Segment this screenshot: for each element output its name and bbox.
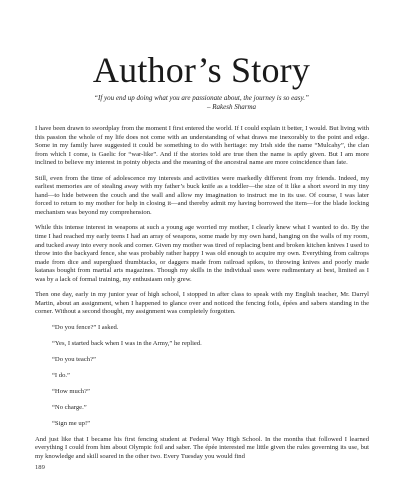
paragraph: And just like that I became his first fencing student at Federal Way High School. In the months that followed I learned everything I could from him about Olympic foil and saber. The épée interested me little given the rules governing its use, but my knowledge and skill soared in the other two. Every Tuesday you would find bbox=[35, 435, 369, 460]
epigraph-attribution: – Rakesh Sharma bbox=[207, 102, 256, 111]
epigraph-quote: “If you end up doing what you are passionate about, the journey is so easy.” bbox=[94, 94, 309, 102]
epigraph bbox=[60, 94, 343, 111]
paragraph: I have been drawn to swordplay from the moment I first entered the world. If I could explain it better, I would. But living with this passion the whole of my life does not come with an understanding of what draws me inexorably to the point and edge. Some in my family have suggested it could be something to do with heritage: my Irish side the name “Mulcahy”, the clan from which I come, is Gaelic for “war-like”. And if the stories told are true then the name is aptly given. But I am more inclined to believe my interest in pointy objects and the meaning of the ancestral name are more coincidence than fate. bbox=[35, 125, 369, 167]
paragraph: Still, even from the time of adolescence my interests and activities were markedly different from my friends. Indeed, my earliest memories are of stealing away with my father’s buck knife as a toddler—the size of it like a short sword in my tiny hand—to hide between the couch and the wall and allow my imagination to instruct me in its use. Of course, I was later forced to return to my mother for help in closing it—and thereby admit my having borrowed the item—for the blade locking mechanism was beyond my comprehension. bbox=[35, 174, 369, 216]
dialog-line: “Sign me up!” bbox=[52, 419, 91, 427]
paragraph: While this intense interest in weapons at such a young age worried my mother, I clearly knew what I wanted to do. By the time I had reached my early teens I had an array of weapons, some made by my own hand, hanging on the walls of my room, and tucked away into every nook and corner. Given my mother was tired of replacing bent and broken kitchen knives I used to throw into the backyard fence, she was probably rather happy I was old enough to acquire my own. Everything from caltrops made from dice and superglued thumbtacks, or daggers made from railroad spikes, to throwing knives and poorly made katanas bought from martial arts magazines. Though my skills in the individual uses were rudimentary at best, limited as I was by a lack of formal training, my enthusiasm only grew. bbox=[35, 224, 369, 283]
paragraph: Then one day, early in my junior year of high school, I stopped in after class to speak with my English teacher, Mr. Darryl Martin, about an assignment, when I happened to glance over and noticed the fencing foils, épées and sabers standing in the corner. Without a second thought, my assignment was completely forgotten. bbox=[35, 291, 369, 316]
dialog-line: “Do you fence?” I asked. bbox=[52, 323, 119, 331]
dialog-line: “Yes, I started back when I was in the Army,” he replied. bbox=[52, 339, 202, 347]
chapter-title: Author’s Story bbox=[92, 50, 311, 90]
dialog-line: “I do.” bbox=[52, 371, 70, 379]
chapter-body bbox=[35, 125, 369, 468]
page-number: 189 bbox=[35, 464, 45, 471]
dialog-line: “Do you teach?” bbox=[52, 355, 96, 363]
dialog-line: “How much?” bbox=[52, 387, 90, 395]
dialog-line: “No charge.” bbox=[52, 403, 87, 411]
